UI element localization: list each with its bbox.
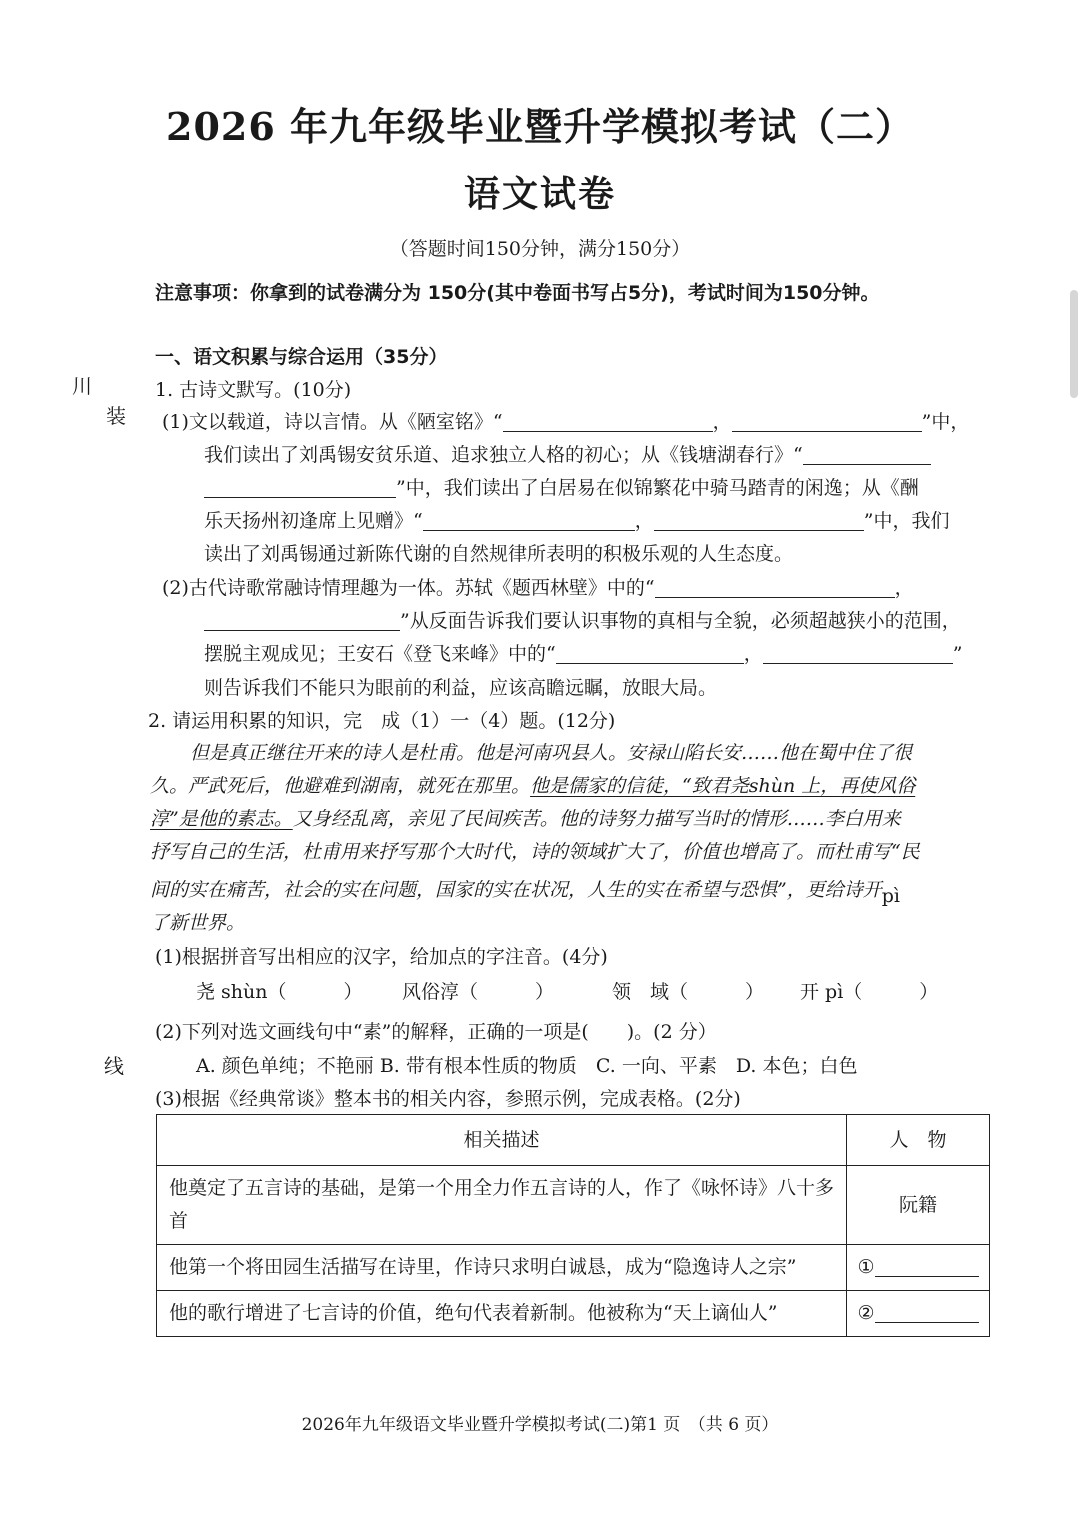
q2-3-title: (3)根据《经典常谈》整本书的相关内容，参照示例，完成表格。(2分) [155, 1088, 741, 1110]
q2-1-title: (1)根据拼音写出相应的汉字，给加点的字注音。(4分) [155, 946, 608, 968]
q1-2-text: ， [743, 643, 763, 665]
row-person-marker: ② [857, 1302, 875, 1324]
underlined-sentence: 他是儒家的信徒，“致君尧shùn 上，再使风俗 [530, 775, 916, 797]
header-description: 相关描述 [157, 1115, 847, 1166]
answer-blank[interactable] [875, 1256, 979, 1277]
table-row [157, 1291, 990, 1337]
table-row [157, 1166, 990, 1245]
q2-1-item-4[interactable]: 开 pì（ ） [800, 981, 939, 1003]
passage-text: 又身经乱离，亲见了民间疾苦。他的诗努力描写当时的情形……李白用来 [292, 808, 901, 830]
q1-1-line-2 [204, 440, 931, 467]
q1-1-line-5: 读出了刘禹锡通过新陈代谢的自然规律所表明的积极乐观的人生态度。 [204, 543, 794, 565]
q1-2-text: ”从反面告诉我们要认识事物的真相与全貌，必须超越狭小的范围， [400, 610, 961, 632]
q1-1-line-4 [204, 506, 949, 533]
table-row [157, 1245, 990, 1291]
q1-2-text: (2)古代诗歌常融诗情理趣为一体。苏轼《题西林壁》中的“ [162, 577, 655, 599]
q2-1-item-3[interactable]: 领 域（ ） [612, 981, 765, 1003]
passage-line-3 [150, 804, 901, 831]
q2-1-item-1[interactable]: 尧 shùn（ ） [196, 981, 363, 1003]
q1-1-line-1 [162, 407, 969, 434]
q1-2-text: ” [952, 643, 963, 665]
exam-timing: （答题时间150分钟，满分150分） [389, 238, 691, 260]
q1-2-line-4: 则告诉我们不能只为眼前的利益，应该高瞻远瞩，放眼大局。 [204, 677, 718, 699]
section-1-title: 一、语文积累与综合运用（35分） [155, 346, 448, 368]
answer-blank[interactable] [875, 1302, 979, 1323]
q1-1-text: ”中，我们 [863, 510, 950, 532]
q1-1-text-c: ”中， [921, 411, 970, 433]
row-description: 他第一个将田园生活描写在诗里，作诗只求明白诚恳，成为“隐逸诗人之宗” [157, 1245, 847, 1291]
pinyin-annotation: pì [881, 885, 900, 907]
answer-blank[interactable] [503, 411, 713, 432]
exam-notice: 注意事项：你拿到的试卷满分为 150分(其中卷面书写占5分)，考试时间为150分钟。 [155, 282, 880, 304]
q1-1-text: 乐天扬州初逢席上见赠》“ [204, 510, 423, 532]
row-person-cell[interactable] [847, 1245, 990, 1291]
answer-blank[interactable] [423, 510, 635, 531]
answer-table [156, 1114, 990, 1337]
binding-mark-3: 线 [104, 1054, 124, 1078]
scrollbar[interactable] [1070, 290, 1078, 398]
row-person-marker: ① [857, 1256, 875, 1278]
passage-text: 久。严武死后，他避难到湖南，就死在那里。 [150, 775, 531, 797]
answer-blank[interactable] [204, 610, 400, 631]
passage-line-2 [150, 771, 915, 798]
q1-2-line-3 [204, 639, 962, 666]
passage-line-5 [150, 875, 900, 907]
exam-title: 2026 年九年级毕业暨升学模拟考试（二） [166, 104, 914, 149]
q1-2-line-1 [162, 573, 914, 600]
answer-blank[interactable] [654, 510, 864, 531]
header-person: 人 物 [847, 1115, 990, 1166]
q1-2-line-2 [204, 606, 961, 633]
passage-line-4: 抒写自己的生活，杜甫用来抒写那个大时代，诗的领域扩大了，价值也增高了。而杜甫写“民 [150, 841, 920, 863]
q1-2-text: 摆脱主观成见；王安石《登飞来峰》中的“ [204, 643, 556, 665]
q1-2-text: ， [894, 577, 914, 599]
answer-blank[interactable] [732, 411, 922, 432]
q2-2-title: (2)下列对选文画线句中“素”的解释，正确的一项是( )。(2 分） [155, 1021, 717, 1043]
q2-1-item-2[interactable]: 风俗淳（ ） [402, 981, 555, 1003]
binding-mark-1: 川 [72, 374, 92, 398]
answer-blank[interactable] [803, 444, 931, 465]
table-header [157, 1115, 990, 1166]
answer-blank[interactable] [655, 577, 895, 598]
q2-2-options: A. 颜色单纯；不艳丽 B. 带有根本性质的物质 C. 一向、平素 D. 本色；白色 [196, 1055, 858, 1077]
passage-line-6: 了新世界。 [150, 912, 246, 934]
q1-1-text: ”中，我们读出了白居易在似锦繁花中骑马踏青的闲逸；从《酬 [396, 477, 919, 499]
exam-subtitle: 语文试卷 [463, 173, 616, 215]
row-description: 他的歌行增进了七言诗的价值，绝句代表着新制。他被称为“天上谪仙人” [157, 1291, 847, 1337]
q1-1-text: 我们读出了刘禹锡安贫乐道、追求独立人格的初心；从《钱塘湖春行》“ [204, 444, 803, 466]
answer-blank[interactable] [763, 643, 953, 664]
binding-mark-2: 装 [106, 404, 126, 428]
underlined-sentence: 淳”是他的素志。 [150, 808, 293, 830]
q1-1-text-b: ， [712, 411, 732, 433]
passage-line-1: 但是真正继往开来的诗人是杜甫。他是河南巩县人。安禄山陷长安……他在蜀中住了很 [190, 742, 913, 764]
row-person-cell[interactable] [847, 1291, 990, 1337]
answer-blank[interactable] [204, 477, 396, 498]
answer-blank[interactable] [556, 643, 744, 664]
passage-text: 间的实在痛苦，社会的实在问题，国家的实在状况，人生的实在希望与恐惧”，更给诗开 [150, 879, 882, 901]
row-description: 他奠定了五言诗的基础，是第一个用全力作五言诗的人，作了《咏怀诗》八十多首 [157, 1166, 847, 1245]
q1-1-text: ， [634, 510, 654, 532]
q1-title: 1. 古诗文默写。(10分) [155, 379, 352, 401]
q1-1-line-3 [204, 473, 919, 500]
q1-1-text-a: (1)文以载道，诗以言情。从《陋室铭》“ [162, 411, 503, 433]
row-person: 阮籍 [847, 1166, 990, 1245]
page-footer: 2026年九年级语文毕业暨升学模拟考试(二)第1 页 （共 6 页） [301, 1415, 779, 1435]
q2-title: 2. 请运用积累的知识，完 成（1）一（4）题。(12分) [148, 710, 616, 732]
